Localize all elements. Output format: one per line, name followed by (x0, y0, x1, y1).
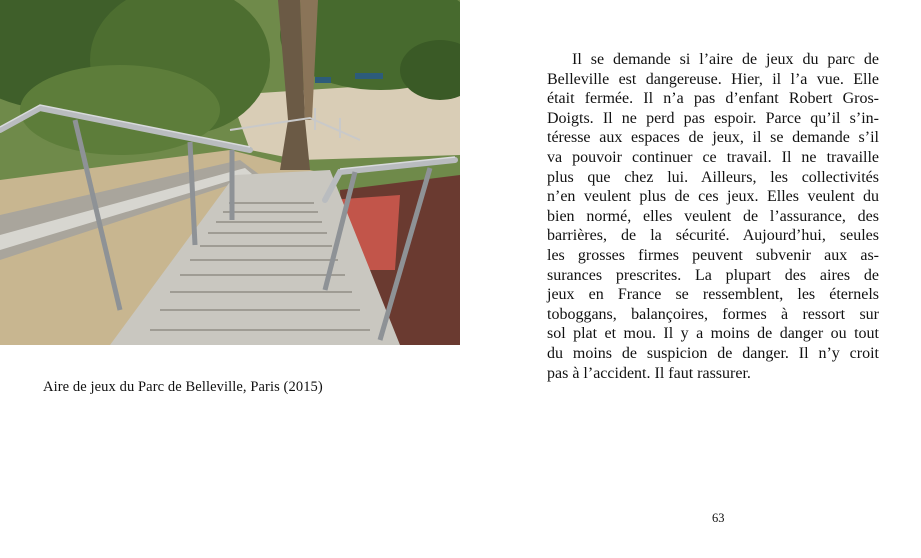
text-line: sol plat et mou. Il y a moins de danger ou tout (547, 325, 879, 343)
text-line-last: pas à l’accident. Il faut rassurer. (547, 364, 751, 382)
text-line: surances prescrites. La plupart des aires de (547, 266, 879, 284)
text-line: Il se demande si l’aire de jeux du parc de (572, 51, 879, 68)
text-line: toboggans, balançoires, formes à ressort sur (547, 305, 879, 323)
text-line: jeux en France se ressemblent, les éternels (547, 286, 879, 304)
text-line: n’en veulent plus de ces jeux. Elles veulent du (547, 188, 879, 206)
text-line: bien normé, elles veulent de l’assurance, des (547, 207, 879, 225)
photo-caption: Aire de jeux du Parc de Belleville, Paris (2015) (43, 379, 323, 395)
text-line: était fermée. Il n’a pas d’enfant Robert Gros- (547, 90, 879, 108)
text-line: Belleville est dangereuse. Hier, il l’a vue. Elle (547, 70, 879, 88)
park-staircase-photo (0, 0, 460, 345)
text-line: plus que chez lui. Ailleurs, les collectivités (547, 168, 879, 186)
text-line: du moins de suspicion de danger. Il n’y croit (547, 344, 879, 362)
page-number: 63 (712, 511, 725, 525)
text-line: barrières, de la sécurité. Aujourd’hui, seules (547, 227, 879, 245)
body-paragraph (547, 50, 879, 383)
text-line: va pouvoir continuer ce travail. Il ne travaille (547, 148, 879, 166)
text-line: les grosses firmes peuvent subvenir aux as- (547, 246, 879, 264)
text-line: Doigts. Il ne perd pas espoir. Parce qu’il s’in- (547, 109, 879, 127)
text-line: téresse aux espaces de jeux, il se demande s’il (547, 129, 879, 147)
